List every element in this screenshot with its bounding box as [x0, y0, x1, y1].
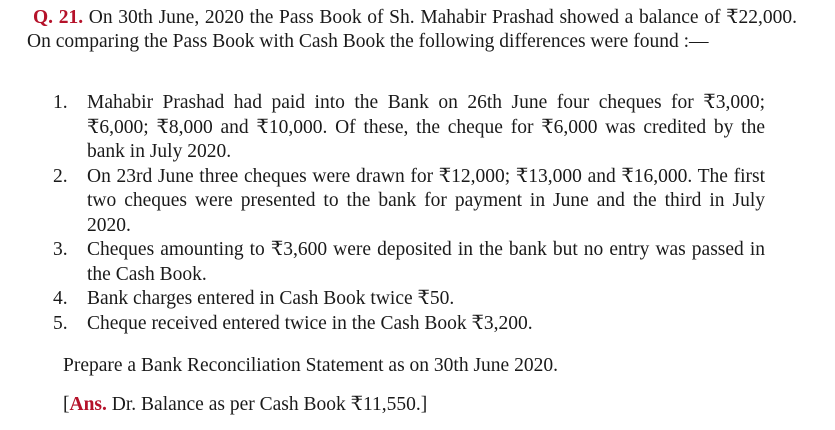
list-item-number: 4. — [53, 288, 68, 309]
answer-label: Ans. — [69, 394, 107, 415]
list-item-text: On 23rd June three cheques were drawn for ₹12,000; ₹13,000 and ₹16,000. The first two cheques were presented to the bank for payment in June and the third in July 2020. — [87, 165, 765, 236]
answer-text: Dr. Balance as per Cash Book ₹11,550.] — [106, 394, 428, 415]
list-item — [53, 238, 765, 287]
question-text-block — [27, 6, 797, 54]
answer-line — [63, 393, 427, 417]
list-item-text: Bank charges entered in Cash Book twice ₹50. — [87, 288, 455, 309]
list-item-text: Cheque received entered twice in the Cash Book ₹3,200. — [87, 312, 533, 334]
answer-open-bracket: [ — [63, 394, 70, 415]
list-item — [53, 287, 765, 312]
question-number: Q. 21. — [33, 7, 84, 28]
question-body: On 30th June, 2020 the Pass Book of Sh. Mahabir Prashad showed a balance of ₹22,000. On comparing the Pass Book with Cash Book the following differences were found :— — [27, 7, 798, 52]
list-item-number: 2. — [53, 165, 68, 187]
list-item-text: Mahabir Prashad had paid into the Bank on 26th June four cheques for ₹3,000; ₹6,000; ₹8,000 and ₹10,000. Of these, the cheque for ₹6,000 was credited by the bank in July 2020. — [87, 92, 765, 162]
list-item — [53, 165, 765, 239]
instruction-text: Prepare a Bank Reconciliation Statement as on 30th June 2020. — [63, 355, 558, 376]
list-item-text: Cheques amounting to ₹3,600 were deposited in the bank but no entry was passed in the Cash Book. — [87, 239, 765, 285]
list-item-number: 3. — [53, 239, 68, 260]
list-item-number: 1. — [53, 92, 68, 113]
list-item — [53, 91, 765, 165]
list-item-number: 5. — [53, 312, 68, 334]
list-item — [53, 312, 765, 337]
differences-list — [53, 91, 765, 336]
